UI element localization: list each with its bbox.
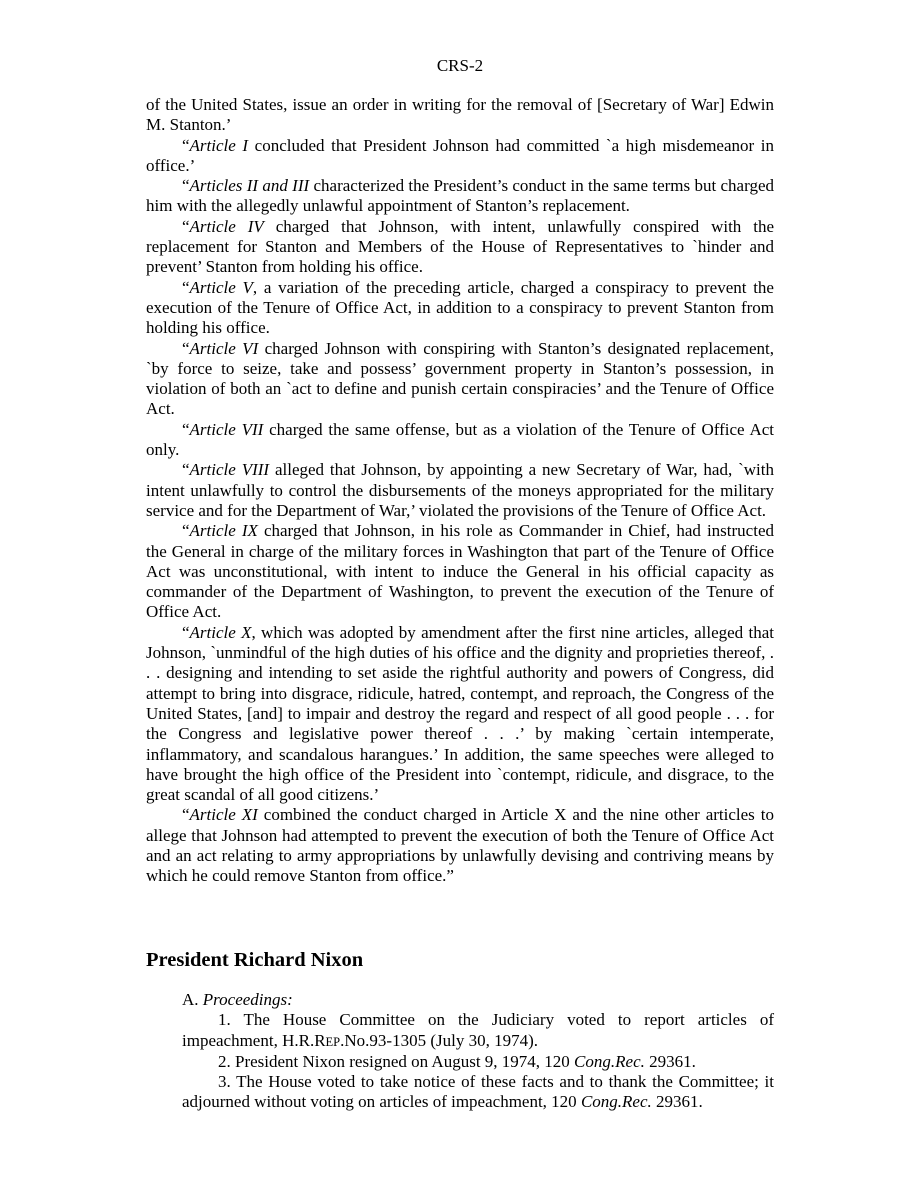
item-text: 3. The House voted to take notice of these facts and to thank the Committee; it adjourned without voting on articles of impeachment, 120 [182,1072,774,1112]
paragraph-text: of the United States, issue an order in writing for the removal of [Secretary of War] Edwin M. Stanton.’ [146,95,774,135]
paragraph-article-vi: “Article VI charged Johnson with conspiring with Stanton’s designated replacement, `by force to seize, take and possess’ government property in Stanton’s possession, in violation of both an `act to define and punish certain conspiracies’ and the Tenure of Office Act. [146,338,774,419]
paragraph-text: charged Johnson with conspiring with Stanton’s designated replacement, `by force to seize, take and possess’ government property in Stanton’s possession, in violation of both an `act to define and punish certain conspiracies’ and the Tenure of Office Act. [146,338,774,419]
article-label: Article VI [189,338,259,358]
paragraph-text: , a variation of the preceding article, charged a conspiracy to prevent the execution of the Tenure of Office Act, in addition to a conspiracy to prevent Stanton from holding his office. [146,277,774,338]
paragraph-text: alleged that Johnson, by appointing a new Secretary of War, had, `with intent unlawfully to control the disbursements of the moneys appropriated for the military service and for the Department of War,’ violated the provisions of the Tenure of Office Act. [146,460,774,520]
proceedings-item-1 [182,1010,774,1052]
paragraph-article-iv: “Article IV charged that Johnson, with intent, unlawfully conspired with the replacement for Stanton and Members of the House of Representatives to `hinder and prevent’ Stanton from holding his office. [146,216,774,277]
proceedings-list [182,990,774,1113]
subsection-letter: A. [182,990,203,1009]
article-label: Article I [189,135,249,155]
paragraph-text: , which was adopted by amendment after the first nine articles, alleged that Johnson, `unmindful of the high duties of his office and the dignity and proprieties thereof, . . . designing and intending to set aside the rightful authority and powers of Congress, did attempt to bring into disgrace, ridicule, hatred, contempt, and reproach, the Congress of the United States, [and] to impair and destroy the regard and respect of all good people . . . for the Congress and legislative power thereof . . .’ by making `certain intemperate, inflammatory, and scandalous harangues.’ In addition, the same speeches were alleged to have brought the high office of the President into `contempt, ridicule, and disgrace, to the great scandal of all good citizens.’ [146,622,774,805]
article-label: Articles II and III [189,176,310,196]
item-text: .No.93-1305 (July 30, 1974). [340,1030,538,1050]
paragraph-article-x: “Article X, which was adopted by amendment after the first nine articles, alleged that Johnson, `unmindful of the high duties of his office and the dignity and proprieties thereof, . . . designing and intending to set aside the rightful authority and powers of Congress, did attempt to bring into disgrace, ridicule, hatred, contempt, and reproach, the Congress of the United States, [and] to impair and destroy the regard and respect of all good people . . . for the Congress and legislative power thereof . . .’ by making `certain intemperate, inflammatory, and scandalous harangues.’ In addition, the same speeches were alleged to have brought the high office of the President into `contempt, ridicule, and disgrace, to the great scandal of all good citizens.’ [146,622,774,805]
item-smallcaps: EP [325,1034,341,1049]
article-label: Article V [189,277,253,297]
paragraph-article-viii: “Article VIII alleged that Johnson, by appointing a new Secretary of War, had, `with intent unlawfully to control the disbursements of the moneys appropriated for the military service and for the Department of War,’ violated the provisions of the Tenure of Office Act. [146,460,774,520]
proceedings-item-2 [182,1052,774,1072]
section-heading: President Richard Nixon [146,949,364,971]
paragraph-text: charged that Johnson, in his role as Commander in Chief, had instructed the General in charge of the military forces in Washington that part of the Tenure of Office Act was unconstitutional, with intent to induce the General in his official capacity as commander of the Department of Washington, to prevent the execution of the Tenure of Office Act. [146,521,774,622]
article-label: Article XI [189,805,258,825]
item-text: 29361. [651,1092,703,1112]
paragraph-text: concluded that President Johnson had committed `a high misdemeanor in office.’ [146,135,774,175]
paragraph-text: charged the same offense, but as a violation of the Tenure of Office Act only. [146,419,775,460]
article-label: Article X [189,622,252,642]
item-citation: Cong.Rec. [580,1092,652,1112]
article-label: Article VII [189,419,264,439]
item-text: 1. The House Committee on the Judiciary voted to report articles of impeachment, H.R.R [182,1010,774,1050]
paragraph-text: combined the conduct charged in Article X and the nine other articles to allege that Johnson had attempted to prevent the execution of both the Tenure of Office Act and an act relating to army appropriations by unlawfully devising and contriving means by which he could remove Stanton from office.” [146,805,774,886]
article-label: Article IX [189,521,258,541]
article-label: Article VIII [189,460,270,480]
item-text: 2. President Nixon resigned on August 9, 1974, 120 [218,1051,575,1071]
paragraph-articles-ii-iii: “Articles II and III characterized the President’s conduct in the same terms but charged him with the allegedly unlawful appointment of Stanton’s replacement. [146,176,774,216]
paragraph-article-v: “Article V, a variation of the preceding article, charged a conspiracy to prevent the execution of the Tenure of Office Act, in addition to a conspiracy to prevent Stanton from holding his office. [146,277,774,338]
paragraph-article-ix: “Article IX charged that Johnson, in his role as Commander in Chief, had instructed the General in charge of the military forces in Washington that part of the Tenure of Office Act was unconstitutional, with intent to induce the General in his official capacity as commander of the Department of Washington, to prevent the execution of the Tenure of Office Act. [146,521,774,622]
item-text: 29361. [644,1051,696,1071]
proceedings-label [182,990,774,1010]
subsection-title: Proceedings: [202,990,293,1009]
item-citation: Cong.Rec. [574,1051,645,1071]
proceedings-item-3 [182,1072,774,1113]
paragraph-article-vii: “Article VII charged the same offense, but as a violation of the Tenure of Office Act only. [146,419,775,460]
paragraph-text: charged that Johnson, with intent, unlawfully conspired with the replacement for Stanton and Members of the House of Representatives to `hinder and prevent’ Stanton from holding his office. [146,216,774,277]
article-list [146,95,774,887]
paragraph-text: characterized the President’s conduct in the same terms but charged him with the allegedly unlawful appointment of Stanton’s replacement. [146,176,774,216]
paragraph-intro [146,95,774,136]
paragraph-article-xi: “Article XI combined the conduct charged in Article X and the nine other articles to allege that Johnson had attempted to prevent the execution of both the Tenure of Office Act and an act relating to army appropriations by unlawfully devising and contriving means by which he could remove Stanton from office.” [146,805,774,886]
article-label: Article IV [189,216,264,236]
page-header [0,56,920,76]
page-label: CRS-2 [436,56,484,75]
paragraph-article-i: “Article I concluded that President Johnson had committed `a high misdemeanor in office.’ [146,135,774,175]
